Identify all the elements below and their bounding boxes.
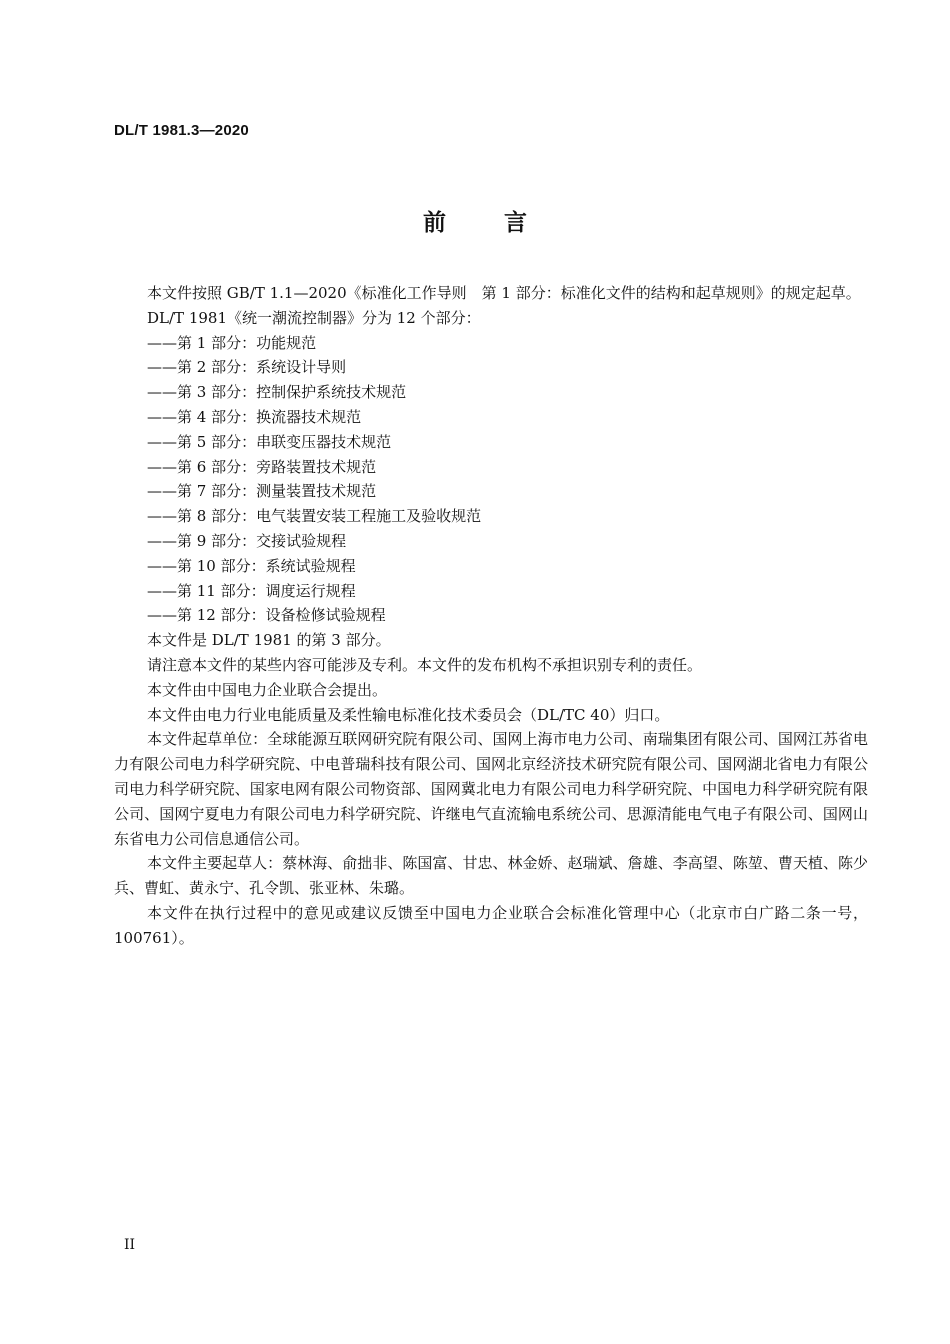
page-title: 前言	[423, 210, 585, 236]
list-item: ——第 8 部分：电气装置安装工程施工及验收规范	[147, 507, 482, 526]
list-item: ——第 9 部分：交接试验规程	[147, 531, 347, 550]
list-item: ——第 12 部分：设备检修试验规程	[147, 606, 386, 625]
paragraph-parts-intro: DL/T 1981《统一潮流控制器》分为 12 个部分：	[147, 308, 481, 327]
list-item: ——第 6 部分：旁路装置技术规范	[147, 457, 377, 476]
list-item: ——第 4 部分：换流器技术规范	[147, 407, 362, 426]
list-item: ——第 10 部分：系统试验规程	[147, 556, 356, 575]
paragraph-proposer: 本文件由中国电力企业联合会提出。	[147, 680, 388, 699]
paragraph-committee: 本文件由电力行业电能质量及柔性输电标准化技术委员会（DL/TC 40）归口。	[147, 705, 670, 724]
page-number: II	[124, 1237, 136, 1253]
paragraph-feedback: 本文件在执行过程中的意见或建议反馈至中国电力企业联合会标准化管理中心（北京市白广路二条一号，100761）。	[114, 903, 868, 947]
list-item: ——第 5 部分：串联变压器技术规范	[147, 432, 392, 451]
list-item: ——第 3 部分：控制保护系统技术规范	[147, 383, 407, 402]
paragraph-patent-notice: 请注意本文件的某些内容可能涉及专利。本文件的发布机构不承担识别专利的责任。	[147, 655, 703, 674]
list-item: ——第 1 部分：功能规范	[147, 333, 317, 352]
paragraph-drafting-units: 本文件起草单位：全球能源互联网研究院有限公司、国网上海市电力公司、南瑞集团有限公司、国网江苏省电力有限公司电力科学研究院、中电普瑞科技有限公司、国网北京经济技术研究院有限公司、国网湖北省电力有限公司电力科学研究院、国家电网有限公司物资部、国网冀北电力有限公司电力科学研究院、中国电力科学研究院有限公司、国网宁夏电力有限公司电力科学研究院、许继电气直流输电系统公司、思源清能电气电子有限公司、国网山东省电力公司信息通信公司。	[114, 730, 868, 848]
paragraph-basis: 本文件按照 GB/T 1.1—2020《标准化工作导则 第 1 部分：标准化文件的结构和起草规则》的规定起草。	[147, 284, 861, 302]
list-item: ——第 11 部分：调度运行规程	[147, 581, 356, 600]
paragraph-drafters: 本文件主要起草人：蔡林海、俞拙非、陈国富、甘忠、林金娇、赵瑞斌、詹雄、李高望、陈堃、曹天植、陈少兵、曹虹、黄永宁、孔令凯、张亚林、朱璐。	[114, 854, 868, 898]
foreword-body	[114, 281, 868, 951]
paragraph-part-number: 本文件是 DL/T 1981 的第 3 部分。	[147, 631, 391, 650]
standard-code: DL/T 1981.3—2020	[114, 122, 249, 139]
list-item: ——第 2 部分：系统设计导则	[147, 358, 347, 377]
list-item: ——第 7 部分：测量装置技术规范	[147, 482, 377, 501]
